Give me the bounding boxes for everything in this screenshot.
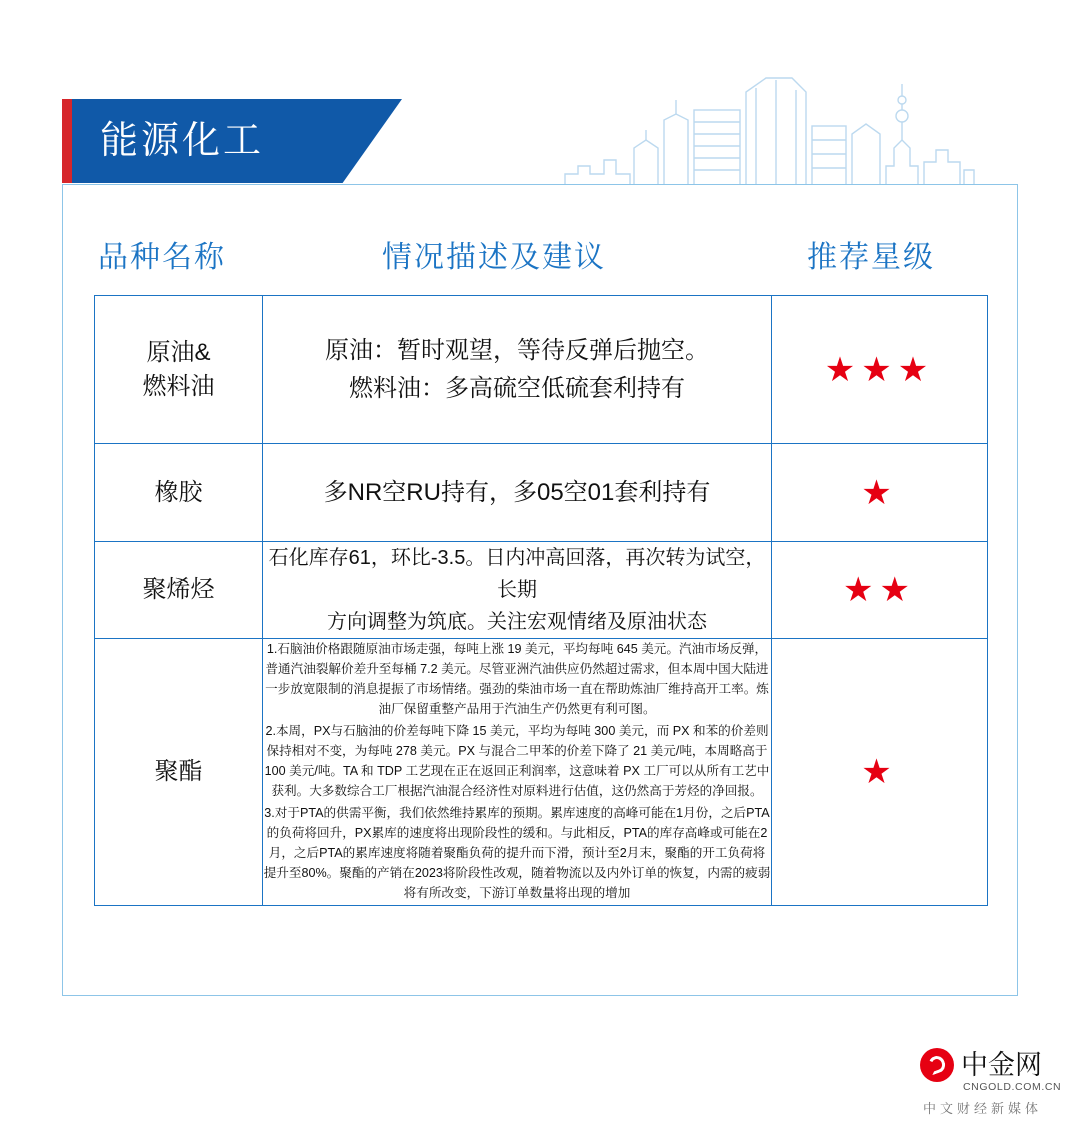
table-row [95, 296, 988, 444]
city-skyline-decoration [560, 70, 980, 190]
column-header-name: 品种名称 [98, 241, 226, 274]
row-description-cell [263, 542, 772, 639]
row-name-line: 橡胶 [154, 478, 203, 506]
row-description-cell [263, 296, 772, 444]
row-rating-cell: ★ [772, 639, 988, 906]
row-rating-cell: ★ [772, 444, 988, 542]
row-description-paragraph: 2.本周，PX与石脑油的价差每吨下降 15 美元，平均为每吨 300 美元，而 PX 和苯的价差则保持相对不变，为每吨 278 美元。PX 与混合二甲苯的价差下降了 21 美元/吨，本周略高于 100 美元/吨。TA 和 TDP 工艺现在正在返回正利润率，这意味着 PX 工厂可以从所有工艺中获利。大多数综合工厂根据汽油混合经济性对原料进行估值，这仍然高于芳烃的净回报。 [264, 724, 770, 798]
row-rating-cell: ★★★ [772, 296, 988, 444]
recommendation-table [94, 295, 988, 906]
row-name-cell [95, 444, 263, 542]
header-banner [62, 99, 402, 183]
row-name-line: 聚酯 [154, 758, 203, 785]
column-headers [62, 218, 1018, 290]
row-description-cell [263, 639, 772, 906]
column-header-rating: 推荐星级 [807, 241, 935, 274]
table-row [95, 639, 988, 906]
row-name-line: 聚烯烃 [142, 576, 215, 603]
row-description-line: 方向调整为筑底。关注宏观情绪及原油状态 [327, 611, 707, 633]
table-row [95, 444, 988, 542]
brand-name: 中金网 [961, 1050, 1042, 1080]
row-description-line: 原油：暂时观望，等待反弹后抛空。 [325, 336, 709, 364]
brand-row [920, 1048, 1042, 1082]
row-name-line: 原油& [146, 338, 211, 366]
row-name-line: 燃料油 [142, 372, 215, 400]
row-name-cell [95, 542, 263, 639]
cngold-logo-icon [920, 1048, 954, 1082]
page-title: 能源化工 [100, 120, 265, 162]
row-name-cell [95, 639, 263, 906]
table-row [95, 542, 988, 639]
row-rating-cell: ★★ [772, 542, 988, 639]
row-description-line: 石化库存61，环比-3.5。日内冲高回落，再次转为试空，长期 [268, 547, 766, 601]
row-description-paragraph: 3.对于PTA的供需平衡，我们依然维持累库的预期。累库速度的高峰可能在1月份，之后PTA的负荷将回升，PX累库的速度将出现阶段性的缓和。与此相反，PTA的库存高峰或可能在2月，之后PTA的累库速度将随着聚酯负荷的提升而下滑，预计至2月末，聚酯的开工负荷将提升至80%。聚酯的产销在2023将阶段性改观，随着物流以及内外订单的恢复，内需的疲弱将有所改变，下游订单数量将出现的增加 [263, 806, 771, 900]
row-description-line: 多NR空RU持有，多05空01套利持有 [323, 478, 711, 506]
row-description-line: 燃料油：多高硫空低硫套利持有 [349, 374, 685, 402]
footer-logo [920, 1048, 1080, 1116]
row-description-cell [263, 444, 772, 542]
banner-red-bar [62, 99, 72, 183]
brand-url: CNGOLD.COM.CN [963, 1081, 1062, 1093]
row-name-cell [95, 296, 263, 444]
row-description-paragraph: 1.石脑油价格跟随原油市场走强，每吨上涨 19 美元，平均每吨 645 美元。汽油市场反弹，普通汽油裂解价差升至每桶 7.2 美元。尽管亚洲汽油供应仍然超过需求，但本周中国大陆进一步放宽限制的消息提振了市场情绪。强劲的柴油市场一直在帮助炼油厂维持高开工率。炼油厂保留重整产品用于汽油生产仍然更有利可图。 [265, 642, 769, 716]
brand-slogan: 中文财经新媒体 [923, 1101, 1043, 1116]
column-header-description: 情况描述及建议 [382, 241, 606, 274]
